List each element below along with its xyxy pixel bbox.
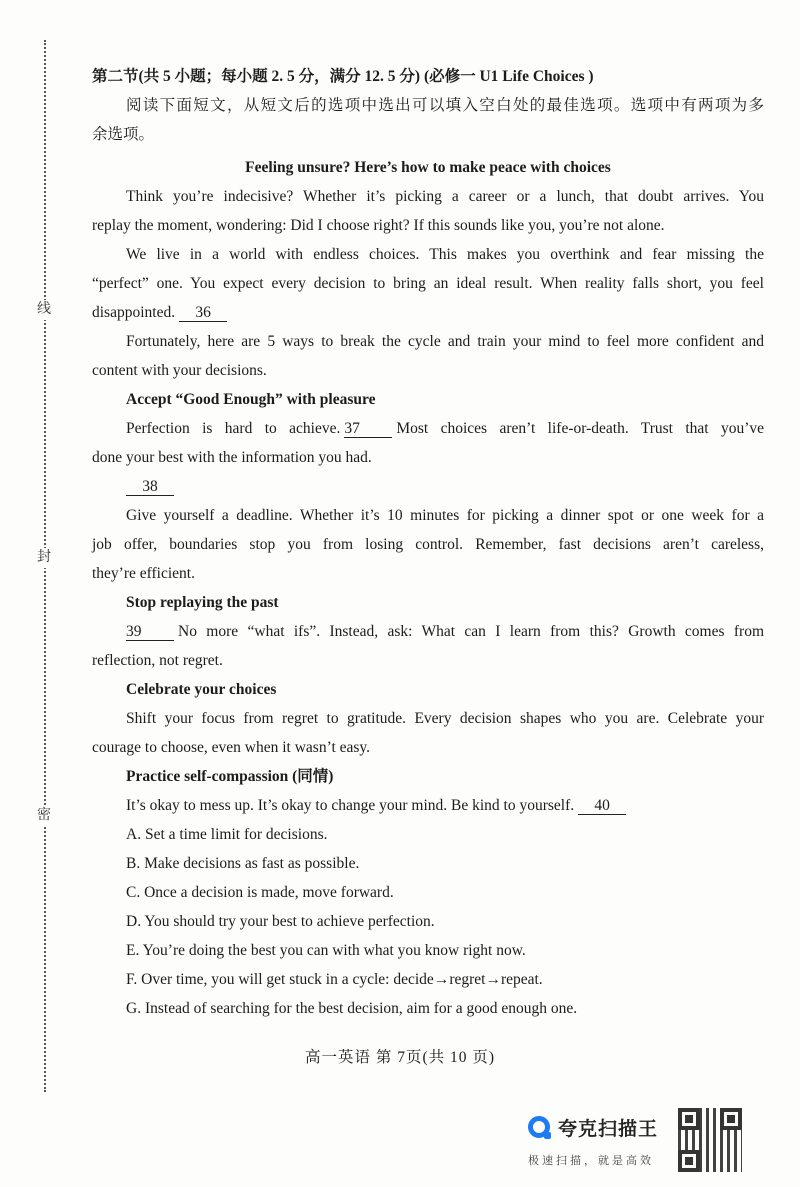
paragraph-6-text: No more “what ifs”. Instead, ask: What can I learn from this? Growth comes from [178, 623, 764, 640]
option-b[interactable]: B. Make decisions as fast as possible. [126, 855, 360, 872]
subheading-stop-replaying: Stop replaying the past [126, 594, 279, 611]
paragraph-8-text: It’s okay to mess up. It’s okay to change your mind. Be kind to yourself. [126, 797, 575, 814]
paragraph-2-text: disappointed. [92, 304, 176, 321]
paragraph-4-text-a: Perfection is hard to achieve. [126, 420, 341, 437]
option-c[interactable]: C. Once a decision is made, move forward. [126, 884, 394, 901]
exam-page [92, 62, 764, 1023]
subheading-celebrate-choices: Celebrate your choices [126, 681, 277, 698]
paragraph-5-line-3: they’re efficient. [92, 565, 195, 582]
paragraph-2-line-3 [92, 298, 764, 327]
passage-title: Feeling unsure? Here’s how to make peace with choices [245, 159, 611, 176]
qr-finder-bottom-left [678, 1150, 700, 1172]
qr-finder-top-right [720, 1108, 742, 1130]
instructions-line-1: 阅读下面短文，从短文后的选项中选出可以填入空白处的最佳选项。选项中有两项为多 [126, 97, 764, 114]
blank-38[interactable]: 38 [126, 478, 174, 496]
paragraph-5-line-2: job offer, boundaries stop you from losing control. Remember, fast decisions aren’t careless, [92, 536, 764, 553]
blank-39[interactable]: 39 [126, 623, 174, 641]
paragraph-4-line-1 [92, 414, 764, 443]
scanner-watermark [524, 1108, 674, 1178]
subheading-self-compassion: Practice self-compassion (同情) [126, 768, 334, 785]
paragraph-7-line-1: Shift your focus from regret to gratitude. Every decision shapes who you are. Celebrate your [126, 710, 764, 727]
section-heading: 第二节(共 5 小题；每小题 2. 5 分，满分 12. 5 分) (必修一 U1 Life Choices ) [92, 68, 594, 85]
paragraph-8-line-1 [92, 791, 764, 820]
option-a[interactable]: A. Set a time limit for decisions. [126, 826, 328, 843]
instructions-line-2: 余选项。 [92, 126, 155, 143]
subheading-accept-good-enough: Accept “Good Enough” with pleasure [126, 391, 376, 408]
binding-char-mi: 密 [34, 806, 54, 826]
paragraph-1-line-2: replay the moment, wondering: Did I choose right? If this sounds like you, you’re not alone. [92, 217, 665, 234]
option-f[interactable]: F. Over time, you will get stuck in a cycle: decide→regret→repeat. [126, 971, 543, 988]
option-d[interactable]: D. You should try your best to achieve perfection. [126, 913, 435, 930]
quark-logo-icon [528, 1116, 550, 1138]
blank-40[interactable]: 40 [578, 797, 626, 815]
option-g[interactable]: G. Instead of searching for the best decision, aim for a good enough one. [126, 1000, 578, 1017]
brand-slogan: 极速扫描，就是高效 [528, 1154, 654, 1167]
binding-char-xian: 线 [34, 300, 54, 320]
paragraph-1-line-1: Think you’re indecisive? Whether it’s picking a career or a lunch, that doubt arrives. You [126, 188, 764, 205]
paragraph-3-line-1: Fortunately, here are 5 ways to break the cycle and train your mind to feel more confident and [126, 333, 764, 350]
qr-code-icon [678, 1108, 742, 1172]
paragraph-6-line-2: reflection, not regret. [92, 652, 223, 669]
paragraph-3-line-2: content with your decisions. [92, 362, 267, 379]
paragraph-7-line-2: courage to choose, even when it wasn’t easy. [92, 739, 371, 756]
brand-name: 夸克扫描王 [558, 1118, 659, 1140]
option-e[interactable]: E. You’re doing the best you can with what you know right now. [126, 942, 526, 959]
paragraph-2-line-1: We live in a world with endless choices. This makes you overthink and fear missing the [126, 246, 764, 263]
qr-finder-top-left [678, 1108, 700, 1130]
blank-37[interactable]: 37 [344, 420, 392, 438]
paragraph-2-line-2: “perfect” one. You expect every decision to bring an ideal result. When reality falls short, you feel [92, 275, 764, 292]
paragraph-6-line-1 [92, 617, 764, 646]
heading-38-line [92, 472, 764, 501]
paragraph-4-text-b: Most choices aren’t life-or-death. Trust that you’ve [396, 420, 764, 437]
paragraph-5-line-1: Give yourself a deadline. Whether it’s 10 minutes for picking a dinner spot or one week for a [126, 507, 764, 524]
blank-36[interactable]: 36 [179, 304, 227, 322]
page-footer: 高一英语 第 7页(共 10 页) [304, 1049, 496, 1066]
paragraph-4-line-2: done your best with the information you had. [92, 449, 372, 466]
binding-char-feng: 封 [34, 548, 54, 568]
